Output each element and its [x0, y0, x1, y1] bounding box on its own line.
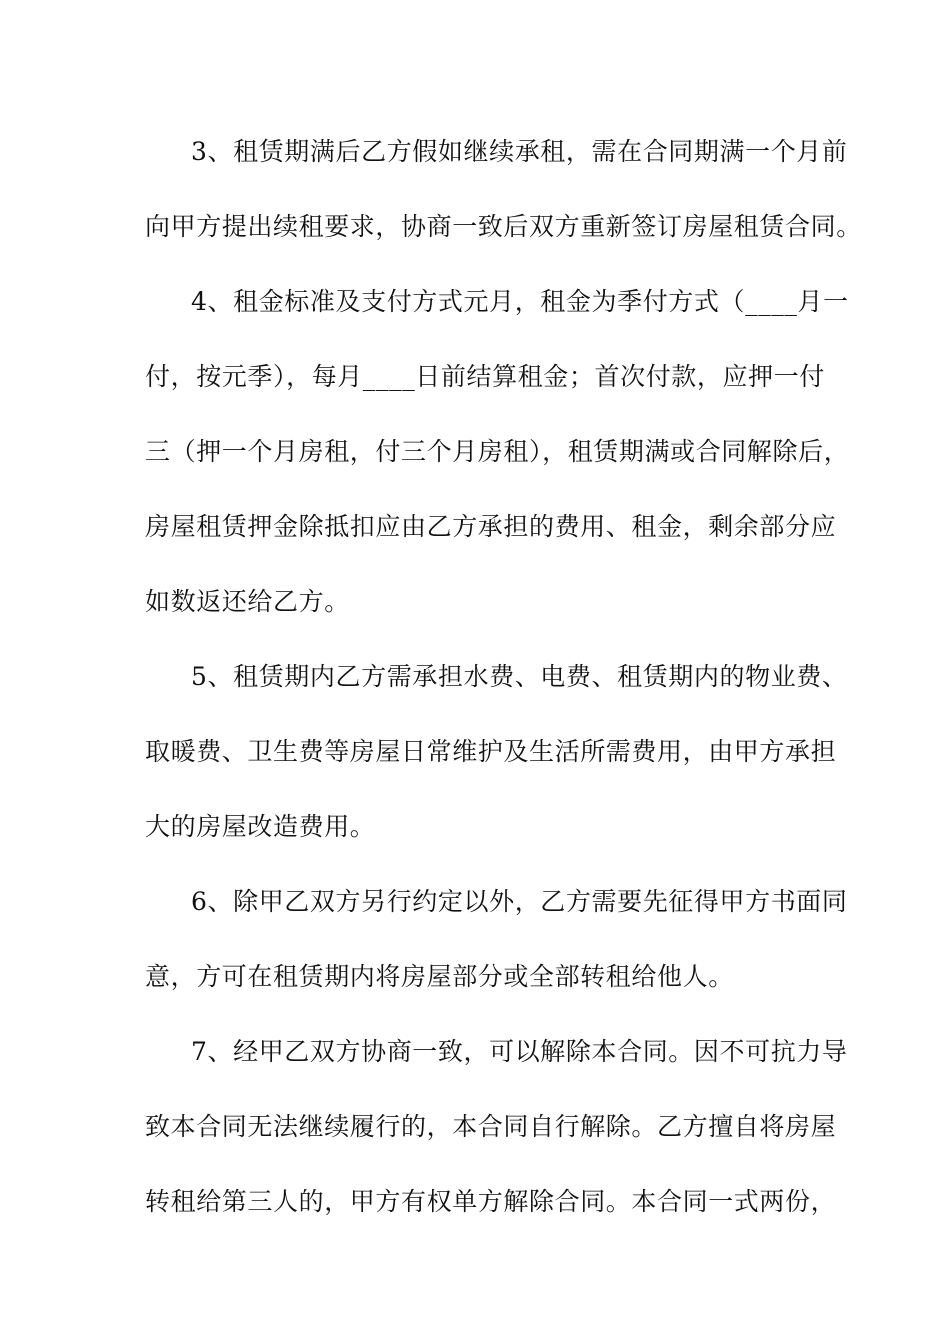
clause-4-line-1: 4、租金标准及支付方式元月，租金为季付方式（____月一 [191, 287, 849, 316]
clause-7-line-1: 7、经甲乙双方协商一致，可以解除本合同。因不可抗力导 [191, 1037, 848, 1066]
clause-5-line-2: 取暖费、卫生费等房屋日常维护及生活所需费用，由甲方承担 [145, 737, 837, 766]
clause-7-line-3: 转租给第三人的，甲方有权单方解除合同。本合同一式两份， [145, 1187, 837, 1216]
clause-4-line-3: 三（押一个月房租，付三个月房租），租赁期满或合同解除后， [145, 437, 850, 466]
clause-4-line-2: 付，按元季），每月____日前结算租金；首次付款，应押一付 [145, 362, 825, 391]
clause-4-line-4: 房屋租赁押金除抵扣应由乙方承担的费用、租金，剩余部分应 [145, 512, 837, 541]
clause-5-line-3: 大的房屋改造费用。 [145, 812, 376, 841]
clause-4-line-5: 如数返还给乙方。 [145, 587, 350, 616]
clause-3-line-2: 向甲方提出续租要求，协商一致后双方重新签订房屋租赁合同。 [145, 212, 862, 241]
clause-7-line-2: 致本合同无法继续履行的，本合同自行解除。乙方擅自将房屋 [145, 1112, 837, 1141]
clause-3-line-1: 3、租赁期满后乙方假如继续承租，需在合同期满一个月前 [191, 137, 848, 166]
clause-6-line-1: 6、除甲乙双方另行约定以外，乙方需要先征得甲方书面同 [191, 887, 848, 916]
clause-6-line-2: 意，方可在租赁期内将房屋部分或全部转租给他人。 [145, 962, 734, 991]
clause-5-line-1: 5、租赁期内乙方需承担水费、电费、租赁期内的物业费、 [191, 662, 848, 691]
